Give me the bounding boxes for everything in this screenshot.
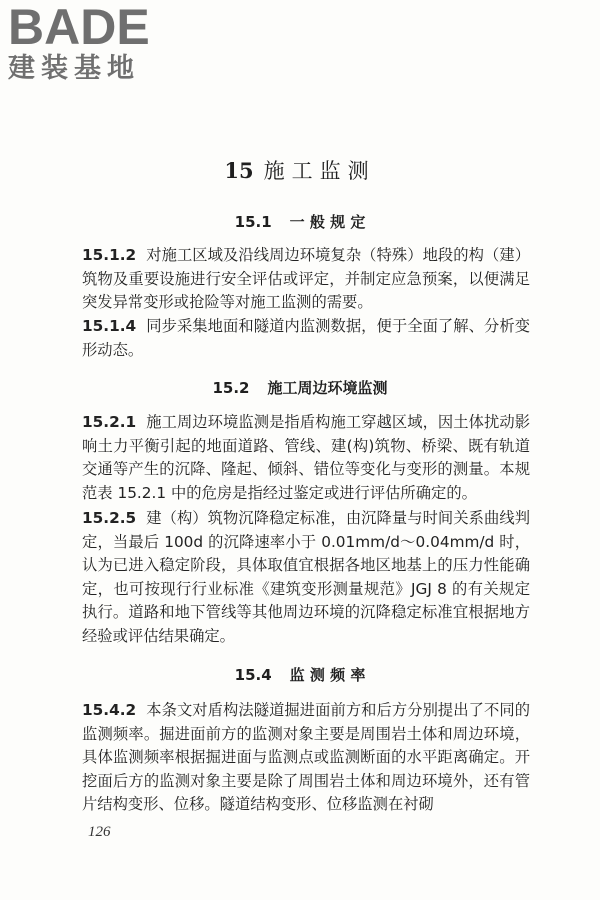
clause-number: 15.4.2 — [82, 701, 137, 719]
clause-paragraph — [82, 244, 530, 315]
clause-text: 对施工区域及沿线周边环境复杂（特殊）地段的构（建）筑物及重要设施进行安全评估或评定，并制定应急预案，以便满足突发异常变形或抢险等对施工监测的需要。 — [82, 246, 530, 311]
clause-paragraph — [82, 315, 530, 362]
clause-number: 15.2.5 — [82, 509, 137, 527]
section-number: 15.4 — [234, 666, 272, 684]
section-title: 监 测 频 率 — [289, 666, 366, 684]
page-number: 126 — [88, 824, 111, 840]
chapter-title-text: 施工监测 — [263, 159, 376, 183]
logo-subtitle: 建装基地 — [8, 53, 140, 84]
clause-number: 15.1.2 — [82, 246, 137, 264]
clause-paragraph — [82, 699, 530, 817]
section-heading — [0, 211, 600, 232]
clause-number: 15.1.4 — [82, 317, 137, 335]
clause-text: 施工周边环境监测是指盾构施工穿越区域，因土体扰动影响土力平衡引起的地面道路、管线、建(构)筑物、桥梁、既有轨道交通等产生的沉降、隆起、倾斜、错位等变化与变形的测量。本规范表 15.2.1 中的危房是指经过鉴定或进行评估所确定的。 — [82, 413, 530, 502]
clause-text: 本条文对盾构法隧道掘进面前方和后方分别提出了不同的监测频率。掘进面前方的监测对象主要是周围岩土体和周边环境，具体监测频率根据掘进面与监测点或监测断面的水平距离确定。开挖面后方的监测对象主要是除了周围岩土体和周边环境外，还有管片结构变形、位移。隧道结构变形、位移监测在衬砌 — [82, 701, 530, 813]
logo — [8, 2, 183, 84]
section-heading — [0, 377, 600, 398]
clause-number: 15.2.1 — [82, 413, 137, 431]
section-number: 15.2 — [212, 379, 250, 397]
clause-text: 建（构）筑物沉降稳定标准，由沉降量与时间关系曲线判定，当最后 100d 的沉降速率小于 0.01mm/d～0.04mm/d 时，认为已进入稳定阶段，具体取值宜根据各地区地基上的压力性能确定，也可按现行行业标准《建筑变形测量规范》JGJ 8 的有关规定执行。道路和地下管线等其他周边环境的沉降稳定标准宜根据地方经验或评估结果确定。 — [82, 509, 530, 645]
section-title: 施工周边环境监测 — [267, 379, 388, 397]
logo-wordmark: BADE — [8, 0, 150, 55]
clause-text: 同步采集地面和隧道内监测数据，便于全面了解、分析变形动态。 — [82, 317, 530, 359]
clause-paragraph — [82, 507, 530, 648]
chapter-number: 15 — [224, 158, 254, 183]
chapter-title — [0, 155, 600, 185]
section-number: 15.1 — [234, 213, 272, 231]
section-heading — [0, 664, 600, 685]
clause-paragraph — [82, 411, 530, 505]
section-title: 一 般 规 定 — [289, 213, 366, 231]
